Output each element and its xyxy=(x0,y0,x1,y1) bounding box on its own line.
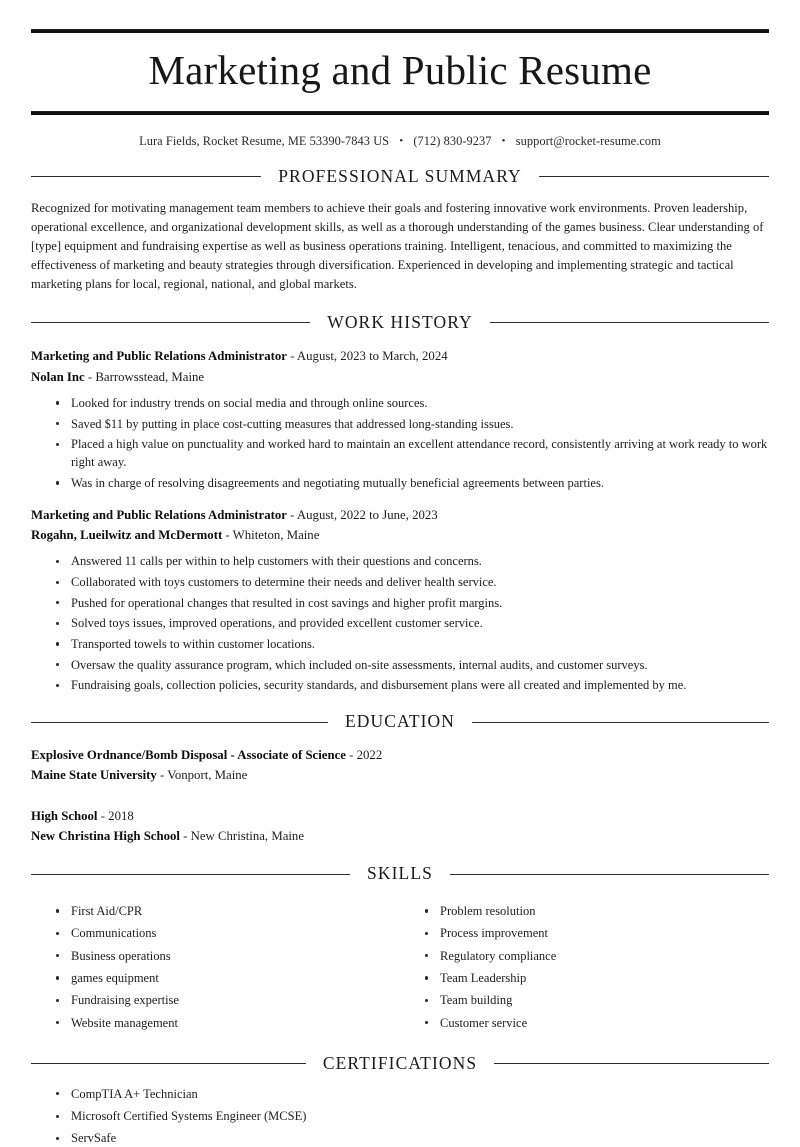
education-program: High School xyxy=(31,808,98,823)
work-title-line xyxy=(31,346,769,366)
contact-separator-2: • xyxy=(501,135,506,147)
skills-list-right xyxy=(400,902,769,1032)
section-heading-summary xyxy=(31,166,769,188)
section-education xyxy=(31,711,769,846)
job-company: Nolan Inc xyxy=(31,369,85,384)
skills-columns xyxy=(31,895,769,1036)
list-item: Solved toys issues, improved operations, and provided excellent customer service. xyxy=(50,614,769,632)
list-item: games equipment xyxy=(50,969,400,987)
education-entry xyxy=(31,745,769,785)
title-dash: - xyxy=(286,349,297,364)
section-work-history xyxy=(31,312,769,695)
company-dash: - xyxy=(222,528,233,543)
job-dates: August, 2023 to March, 2024 xyxy=(296,349,448,364)
education-entry xyxy=(31,806,769,846)
program-dash: - xyxy=(345,748,357,763)
heading-rule-right xyxy=(494,1063,769,1064)
work-entry xyxy=(31,505,769,694)
list-item: Problem resolution xyxy=(419,902,769,920)
contact-separator-1: • xyxy=(399,135,404,147)
list-item: Answered 11 calls per within to help customers with their questions and concerns. xyxy=(50,552,769,570)
education-school: New Christina High School xyxy=(31,828,180,843)
section-title: PROFESSIONAL SUMMARY xyxy=(278,166,522,186)
list-item: Process improvement xyxy=(419,924,769,942)
education-school: Maine State University xyxy=(31,768,157,783)
work-bullet-list xyxy=(31,552,769,694)
section-title: CERTIFICATIONS xyxy=(322,1052,478,1073)
education-year: 2018 xyxy=(108,808,134,823)
job-company: Rogahn, Lueilwitz and McDermott xyxy=(31,528,223,543)
list-item: Customer service xyxy=(419,1014,769,1032)
education-location: New Christina, Maine xyxy=(190,828,305,843)
heading-rule-right xyxy=(490,322,769,323)
school-dash: - xyxy=(179,828,191,843)
section-professional-summary xyxy=(31,166,769,295)
list-item: Saved $11 by putting in place cost-cutting measures that addressed long-standing issues. xyxy=(50,415,769,433)
list-item: Was in charge of resolving disagreements and negotiating mutually beneficial agreements between parties. xyxy=(50,474,769,492)
education-program-line xyxy=(31,745,769,765)
resume-masthead xyxy=(31,0,769,149)
skills-list-left xyxy=(31,902,400,1032)
list-item: Communications xyxy=(50,924,400,942)
list-item: Website management xyxy=(50,1014,400,1032)
education-year: 2022 xyxy=(356,748,383,763)
program-dash: - xyxy=(97,808,109,823)
work-company-line xyxy=(31,367,769,387)
education-school-line xyxy=(31,826,769,846)
summary-text: Recognized for motivating management team members to achieve their goals and fostering innovative work environments. Proven leadership, operational excellence, and organizational development skills, as well as a thorough understanding of the games business. Clear understanding of [type] equipment and fundraising expertise as well as business operations training. Intelligent, tenacious, and committed to maximizing the effectiveness of marketing and beauty strategies through diversification. Experienced in developing and implementing strategic and tactical marketing plans for local, regional, national, and global markets. xyxy=(31,200,764,292)
skills-column-right xyxy=(400,895,769,1036)
list-item: Business operations xyxy=(50,947,400,965)
list-item: Regulatory compliance xyxy=(419,947,769,965)
list-item: Team building xyxy=(419,991,769,1009)
heading-rule-left xyxy=(31,322,310,323)
list-item: First Aid/CPR xyxy=(50,902,400,920)
list-item: Pushed for operational changes that resulted in cost savings and higher profit margins. xyxy=(50,594,769,612)
list-item: Fundraising goals, collection policies, security standards, and disbursement plans were all created and implemented by me. xyxy=(50,676,769,694)
job-title: Marketing and Public Relations Administrator xyxy=(31,349,287,364)
work-company-line xyxy=(31,525,769,545)
contact-phone: (712) 830-9237 xyxy=(413,134,492,148)
certifications-list xyxy=(31,1085,769,1147)
section-heading-education xyxy=(31,711,769,733)
section-heading-skills xyxy=(31,863,769,885)
heading-rule-left xyxy=(31,874,350,875)
work-title-line xyxy=(31,505,769,525)
certifications-body xyxy=(31,1085,769,1147)
company-dash: - xyxy=(84,369,96,384)
education-school-line xyxy=(31,765,769,785)
work-bullet-list xyxy=(31,394,769,492)
list-item: Collaborated with toys customers to determine their needs and deliver health service. xyxy=(50,573,769,591)
heading-rule-right xyxy=(539,176,769,177)
work-entry xyxy=(31,346,769,492)
section-certifications xyxy=(31,1053,769,1147)
school-dash: - xyxy=(156,768,168,783)
list-item: ServSafe xyxy=(50,1129,769,1147)
title-dash: - xyxy=(286,508,297,523)
list-item: Fundraising expertise xyxy=(50,991,400,1009)
education-location: Vonport, Maine xyxy=(167,768,248,783)
skills-column-left xyxy=(31,895,400,1036)
job-location: Barrowsstead, Maine xyxy=(95,369,205,384)
section-title: EDUCATION xyxy=(344,711,456,732)
contact-address: Lura Fields, Rocket Resume, ME 53390-7843 US xyxy=(139,134,390,148)
list-item: Oversaw the quality assurance program, which included on-site assessments, internal audits, and customer surveys. xyxy=(50,656,769,674)
heading-rule-left xyxy=(31,1063,306,1064)
heading-rule-right xyxy=(472,722,769,723)
job-title: Marketing and Public Relations Administrator xyxy=(31,508,287,523)
heading-rule-right xyxy=(450,874,769,875)
heading-rule-left xyxy=(31,176,261,177)
job-dates: August, 2022 to June, 2023 xyxy=(296,508,438,523)
page-title: Marketing and Public Resume xyxy=(148,47,652,93)
section-heading-certifications xyxy=(31,1053,769,1075)
education-program: Explosive Ordnance/Bomb Disposal - Associate of Science xyxy=(31,748,346,763)
section-title: WORK HISTORY xyxy=(327,311,473,332)
heading-rule-left xyxy=(31,722,328,723)
job-location: Whiteton, Maine xyxy=(232,528,320,543)
list-item: Placed a high value on punctuality and worked hard to maintain an excellent attendance record, consistently arriving at work ready to work right away. xyxy=(50,435,769,471)
list-item: Team Leadership xyxy=(419,969,769,987)
list-item: Microsoft Certified Systems Engineer (MCSE) xyxy=(50,1107,769,1125)
section-title: SKILLS xyxy=(367,863,433,884)
section-heading-work-history xyxy=(31,312,769,334)
list-item: CompTIA A+ Technician xyxy=(50,1085,769,1103)
contact-line xyxy=(31,115,769,149)
list-item: Transported towels to within customer locations. xyxy=(50,635,769,653)
contact-email: support@rocket-resume.com xyxy=(515,134,661,148)
section-skills xyxy=(31,863,769,1036)
list-item: Looked for industry trends on social media and through online sources. xyxy=(50,394,769,412)
education-program-line xyxy=(31,806,769,826)
